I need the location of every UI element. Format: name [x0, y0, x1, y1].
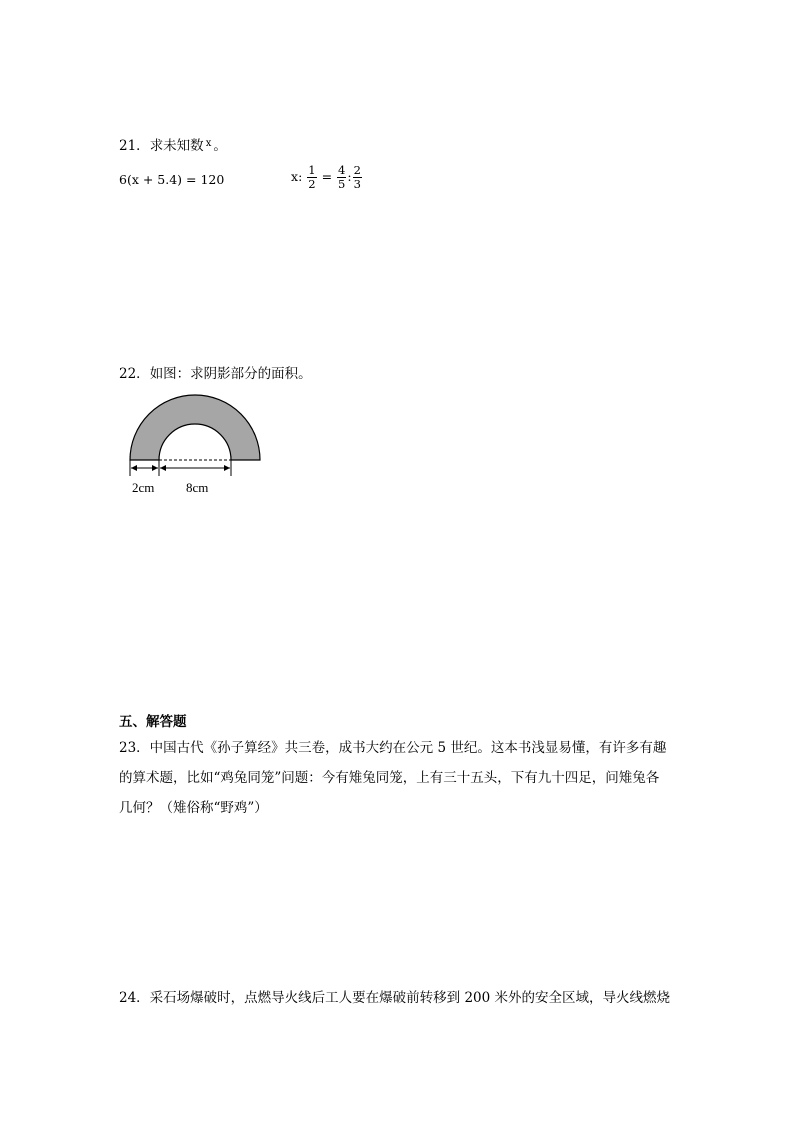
arrow-left-icon	[131, 465, 137, 471]
label-8cm: 8cm	[186, 480, 209, 495]
semicircle-ring-figure	[120, 390, 270, 500]
question-21-prompt	[119, 134, 227, 156]
question-23-line-1: 23．中国古代《孙子算经》共三卷，成书大约在公元 5 世纪。这本书浅显易懂，有许多有趣	[119, 740, 667, 756]
eq2-equals: =	[321, 169, 333, 184]
fraction-1-2: $\frac{1}{2}$	[308, 163, 316, 191]
equation-2	[291, 164, 363, 191]
question-text: 如图：求阴影部分的面积。	[149, 366, 312, 382]
arrow-right-icon	[152, 465, 158, 471]
question-text: 求未知数	[149, 138, 204, 154]
arrow-right-icon	[224, 465, 230, 471]
fraction-2-3: $\frac{2}{3}$	[353, 163, 361, 191]
question-23-line-2: 的算术题，比如“鸡兔同笼”问题：今有雉兔同笼，上有三十五头，下有九十四足，问雉兔各	[119, 770, 660, 786]
question-23-line-3: 几何？（雉俗称“野鸡”）	[119, 800, 268, 816]
section-title: 五、解答题	[119, 714, 187, 730]
question-end: 。	[213, 138, 227, 154]
eq2-colon: :	[298, 169, 303, 184]
eq2-colon-2: :	[347, 169, 352, 184]
shaded-ring-region	[130, 395, 260, 460]
equation-1: 6(x + 5.4) = 120	[119, 172, 225, 187]
arrow-left-icon	[160, 465, 166, 471]
question-24-line-1: 24．采石场爆破时，点燃导火线后工人要在爆破前转移到 200 米外的安全区域，导火线燃烧	[119, 990, 671, 1006]
question-number: 22．	[119, 366, 150, 382]
label-2cm: 2cm	[132, 480, 155, 495]
fraction-4-5: $\frac{4}{5}$	[338, 163, 346, 191]
variable-x: x	[205, 138, 212, 149]
question-22-prompt	[119, 364, 312, 384]
question-number: 21．	[119, 138, 150, 154]
eq2-var: x	[291, 169, 299, 184]
